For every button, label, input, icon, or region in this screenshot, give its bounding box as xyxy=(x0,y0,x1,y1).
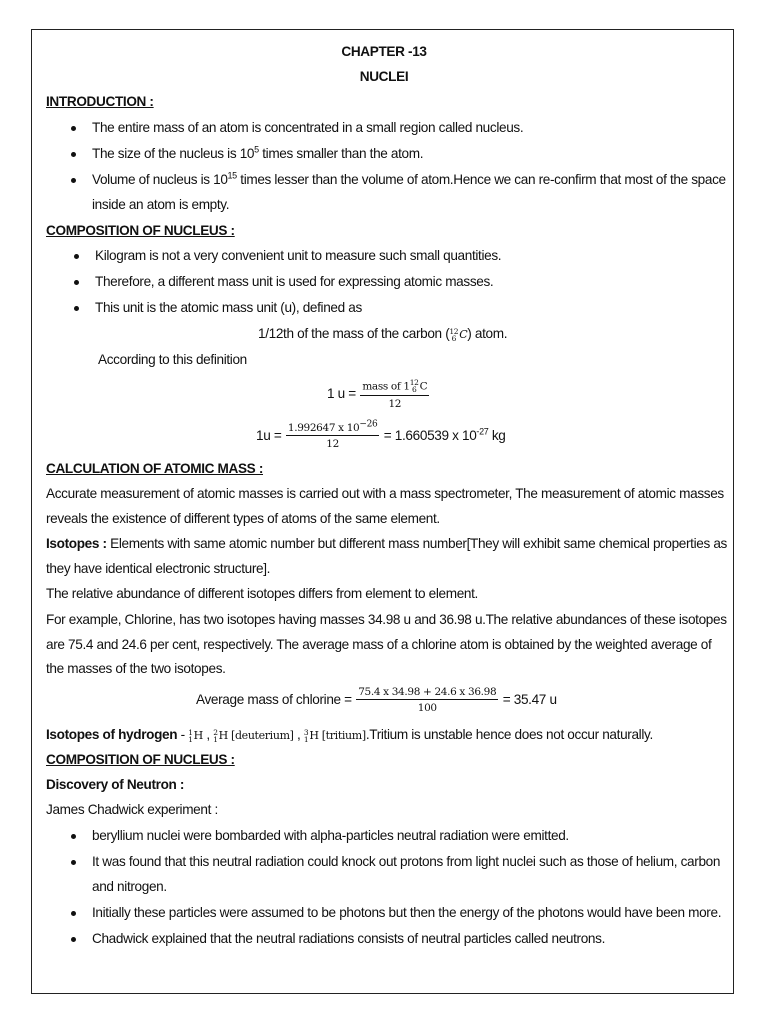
bullet-icon xyxy=(71,152,76,157)
intro-item-3: Volume of nucleus is $10^{15}$ times lesser than the volume of atom.Hence we can re-confirm that most of the space xyxy=(92,170,726,187)
hydrogen-isotopes: Isotopes of hydrogen - 1 1 H , 2 1 H [deuterium] , 3 1 H [tritium].Tritium is unstable hence does not occur naturally. xyxy=(46,727,653,744)
calc-para-4a: For example, Chlorine, has two isotopes having masses 34.98 u and 36.98 u.The relative abundances of these isotopes xyxy=(46,612,727,627)
bullet-icon xyxy=(71,860,76,865)
amu-equation: 1 u = mass of 1 12 6 C 12 xyxy=(327,377,428,410)
isotopes-definition-cont: they have identical electronic structure]. xyxy=(46,561,271,576)
bullet-icon xyxy=(71,834,76,839)
intro-item-1: The entire mass of an atom is concentrated in a small region called nucleus. xyxy=(92,120,524,135)
composition-heading: COMPOSITION OF NUCLEUS : xyxy=(46,223,235,238)
amu-definition: 1/12th of the mass of the carbon ( 12 6 C) atom. xyxy=(258,326,508,343)
bullet-icon xyxy=(71,937,76,942)
neutron-item-3: Initially these particles were assumed to be photons but then the energy of the photons would have been more. xyxy=(92,905,722,920)
intro-item-3-continued: inside an atom is empty. xyxy=(92,197,230,212)
composition-item-3: This unit is the atomic mass unit (u), defined as xyxy=(95,300,362,315)
neutron-item-2: It was found that this neutral radiation could knock out protons from light nuclei such as those of helium, carbon xyxy=(92,854,721,869)
calc-para-4c: the masses of the two isotopes. xyxy=(46,661,226,676)
neutron-item-2-continued: and nitrogen. xyxy=(92,879,167,894)
neutron-item-1: beryllium nuclei were bombarded with alpha-particles neutral radiation were emitted. xyxy=(92,828,569,843)
average-mass-equation: Average mass of chlorine = $\frac{75.4 x 34.98 + 24.6 x 36.98}{100}$ = 35.47 u xyxy=(196,686,557,715)
calc-para-1b: reveals the existence of different types of atoms of the same element. xyxy=(46,511,440,526)
calc-para-3: The relative abundance of different isotopes differs from element to element. xyxy=(46,586,478,601)
composition-heading-2: COMPOSITION OF NUCLEUS : xyxy=(46,752,235,767)
bullet-icon xyxy=(74,254,79,259)
intro-item-2: The size of the nucleus is $10^5$ times smaller than the atom. xyxy=(92,144,424,161)
bullet-icon xyxy=(71,126,76,131)
amu-value-equation: 1u = $\frac{1.992647 x 10^{-26}}{12}$ = 1.660539 x $10^{-27}$ kg xyxy=(256,419,506,451)
calc-para-1a: Accurate measurement of atomic masses is carried out with a mass spectrometer, The measurement of atomic masses xyxy=(46,486,724,501)
bullet-icon xyxy=(74,306,79,311)
chapter-number: CHAPTER -13 xyxy=(341,44,427,59)
introduction-heading: INTRODUCTION : xyxy=(46,94,154,109)
bullet-icon xyxy=(71,178,76,183)
discovery-subheading: Discovery of Neutron : xyxy=(46,777,185,792)
bullet-icon xyxy=(71,911,76,916)
chapter-title: NUCLEI xyxy=(359,69,409,84)
calc-para-4b: are 75.4 and 24.6 per cent, respectively. The average mass of a chlorine atom is obtained by the weighted average of xyxy=(46,637,712,652)
calculation-heading: CALCULATION OF ATOMIC MASS : xyxy=(46,461,263,476)
neutron-item-4: Chadwick explained that the neutral radiations consists of neutral particles called neutrons. xyxy=(92,931,606,946)
chadwick-intro: James Chadwick experiment : xyxy=(46,802,218,817)
composition-item-1: Kilogram is not a very convenient unit to measure such small quantities. xyxy=(95,248,502,263)
according-text: According to this definition xyxy=(98,352,247,367)
bullet-icon xyxy=(74,280,79,285)
isotopes-definition: Isotopes : Elements with same atomic number but different mass number[They will exhibit same chemical properties as xyxy=(46,536,728,551)
composition-item-2: Therefore, a different mass unit is used for expressing atomic masses. xyxy=(95,274,494,289)
